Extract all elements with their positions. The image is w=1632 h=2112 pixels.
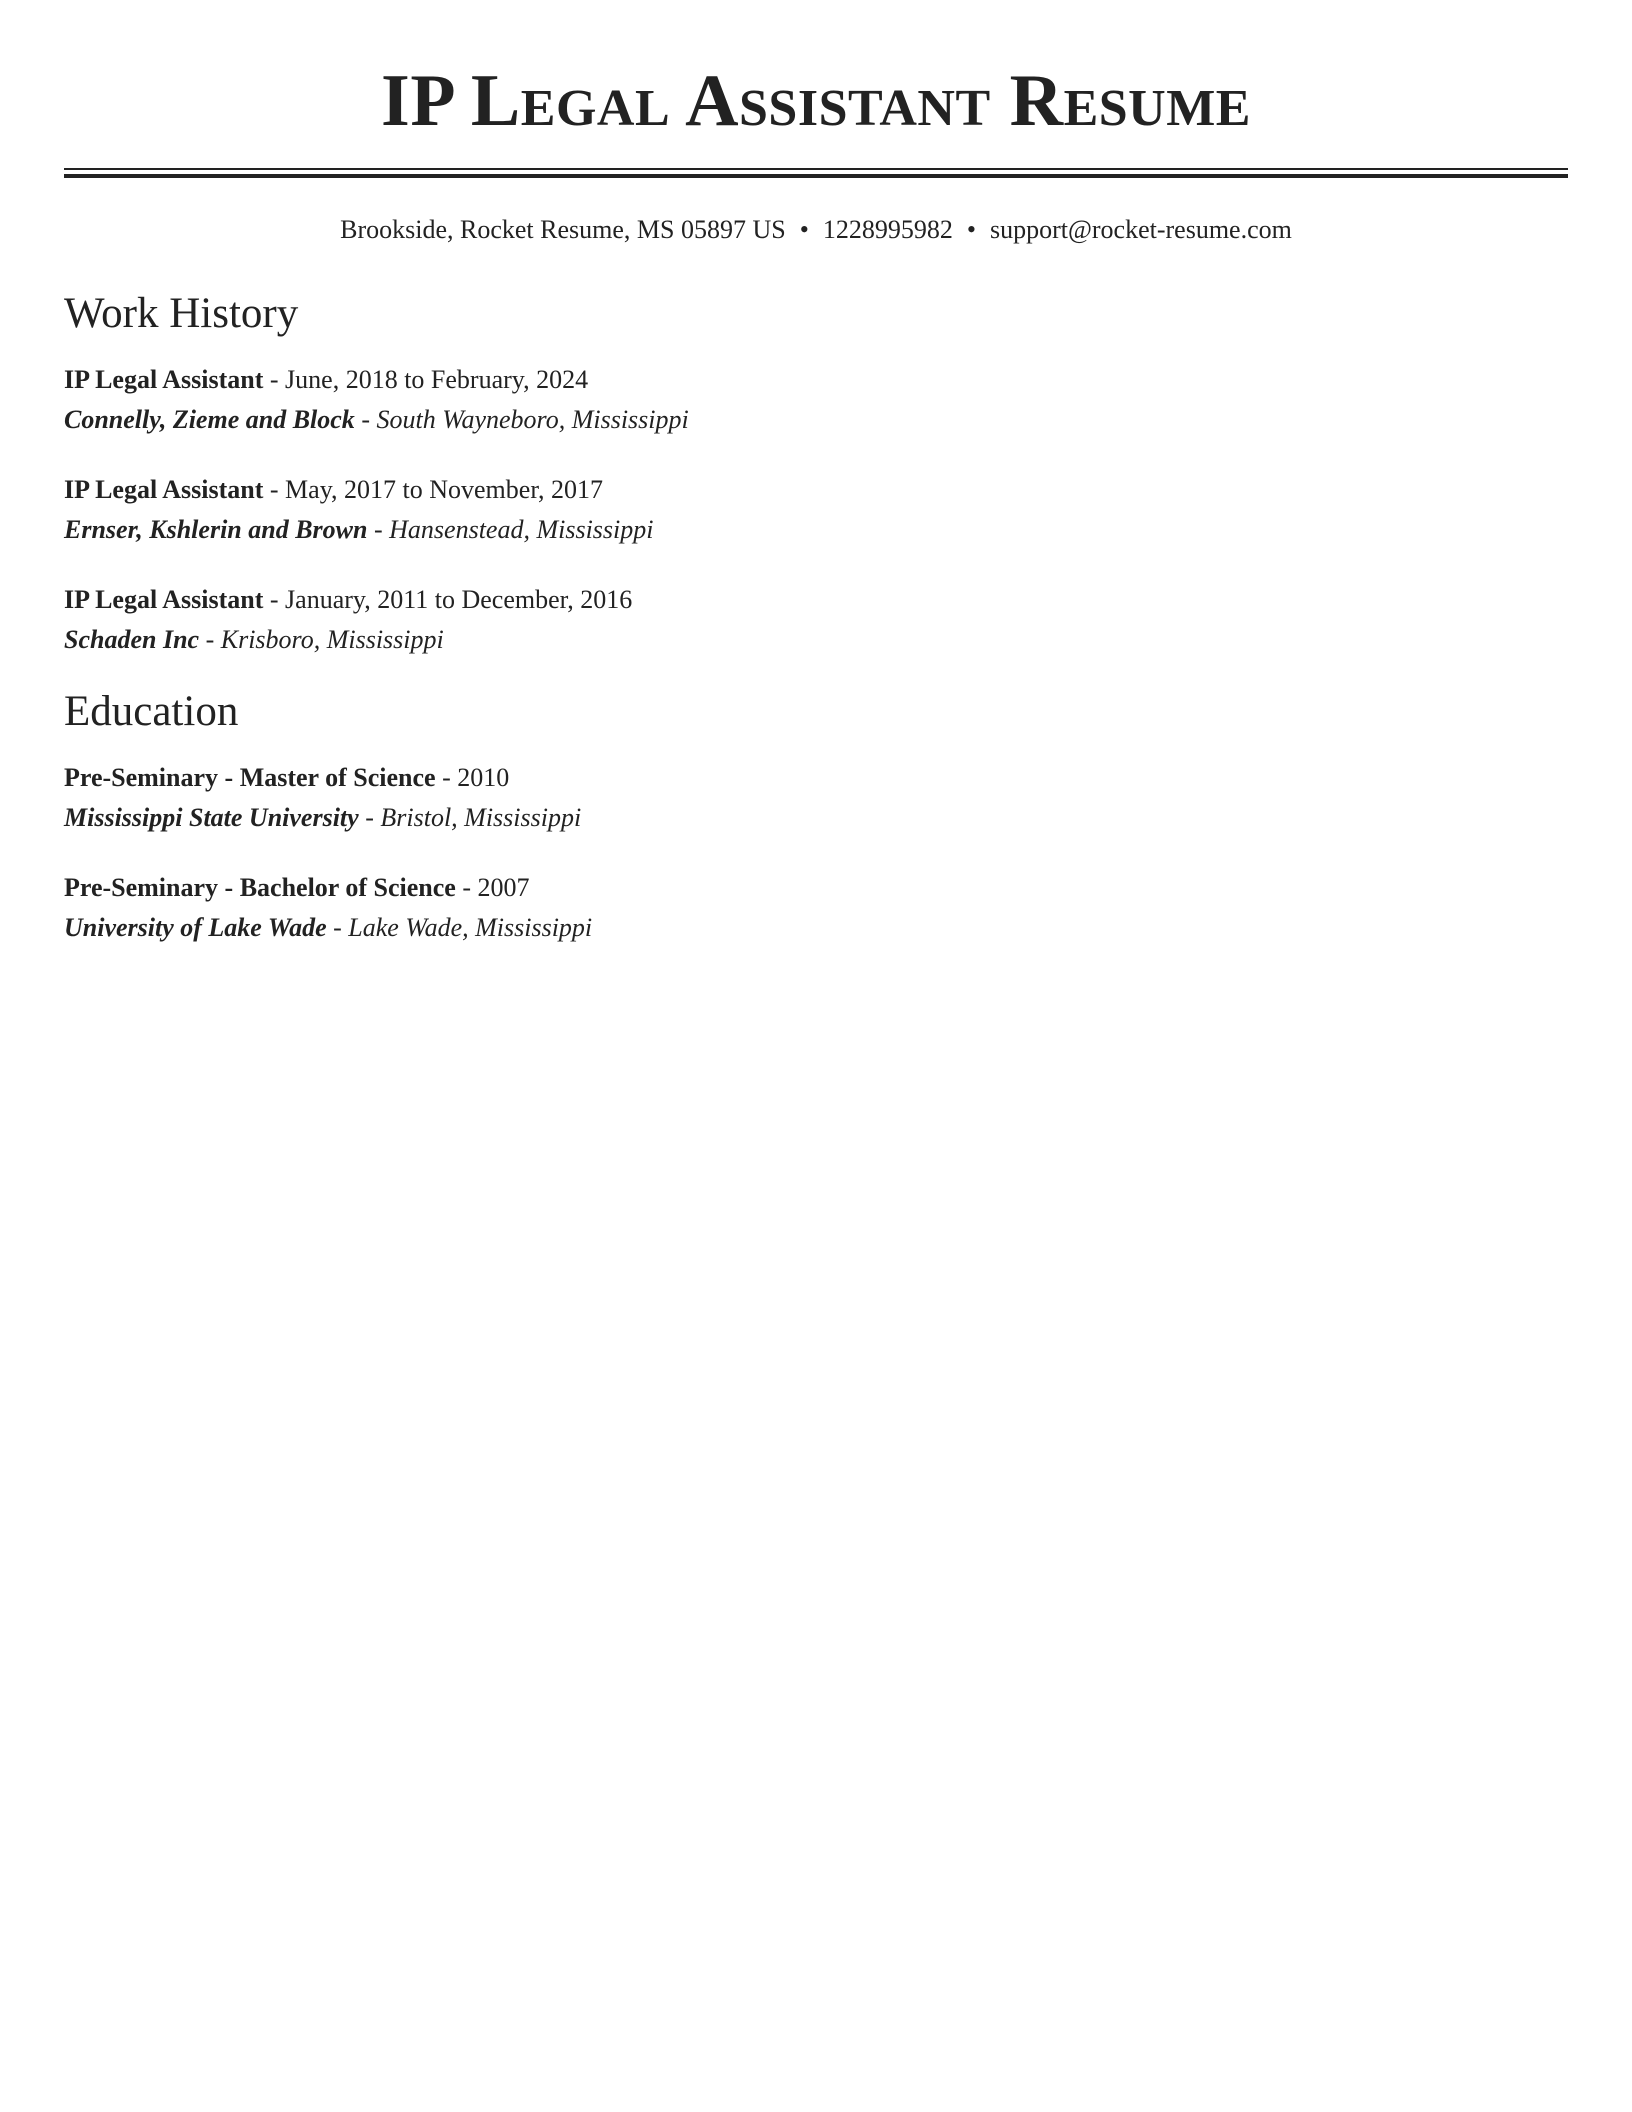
work-entry <box>64 360 1568 440</box>
dash: - <box>435 763 458 792</box>
school-location: Lake Wade, Mississippi <box>348 913 593 942</box>
dash: - <box>263 365 286 394</box>
graduation-year: 2007 <box>477 873 530 902</box>
dash: - <box>263 475 286 504</box>
education-entry <box>64 758 1568 838</box>
dash: - <box>367 515 390 544</box>
job-dates: January, 2011 to December, 2016 <box>285 585 633 614</box>
school: University of Lake Wade <box>64 913 327 942</box>
education-entry <box>64 868 1568 948</box>
degree: Pre-Seminary - Bachelor of Science <box>64 873 456 902</box>
job-dates: May, 2017 to November, 2017 <box>285 475 603 504</box>
work-history-heading: Work History <box>64 290 299 337</box>
job-company: Ernser, Kshlerin and Brown <box>64 515 368 544</box>
job-company: Schaden Inc <box>64 625 200 654</box>
contact-separator: • <box>966 215 976 244</box>
graduation-year: 2010 <box>457 763 510 792</box>
job-title: IP Legal Assistant <box>64 585 264 614</box>
degree: Pre-Seminary - Master of Science <box>64 763 436 792</box>
contact-line <box>64 214 1568 246</box>
title-divider <box>64 168 1568 178</box>
job-title: IP Legal Assistant <box>64 475 264 504</box>
job-title: IP Legal Assistant <box>64 365 264 394</box>
job-dates: June, 2018 to February, 2024 <box>285 365 589 394</box>
job-company: Connelly, Zieme and Block <box>64 405 355 434</box>
job-location: Hansenstead, Mississippi <box>389 515 654 544</box>
dash: - <box>263 585 286 614</box>
contact-email: support@rocket-resume.com <box>989 215 1292 244</box>
page-title: IP Legal Assistant Resume <box>381 60 1251 142</box>
dash: - <box>199 625 221 654</box>
dash: - <box>358 803 381 832</box>
contact-address: Brookside, Rocket Resume, MS 05897 US <box>340 215 786 244</box>
job-location: Krisboro, Mississippi <box>220 625 444 654</box>
job-location: South Wayneboro, Mississippi <box>376 405 689 434</box>
work-entry <box>64 470 1568 550</box>
dash: - <box>455 873 478 902</box>
contact-separator: • <box>799 215 809 244</box>
school: Mississippi State University <box>64 803 359 832</box>
school-location: Bristol, Mississippi <box>380 803 582 832</box>
dash: - <box>354 405 377 434</box>
contact-phone: 1228995982 <box>822 215 953 244</box>
education-heading: Education <box>64 688 239 735</box>
dash: - <box>326 913 349 942</box>
work-entry <box>64 580 1568 660</box>
